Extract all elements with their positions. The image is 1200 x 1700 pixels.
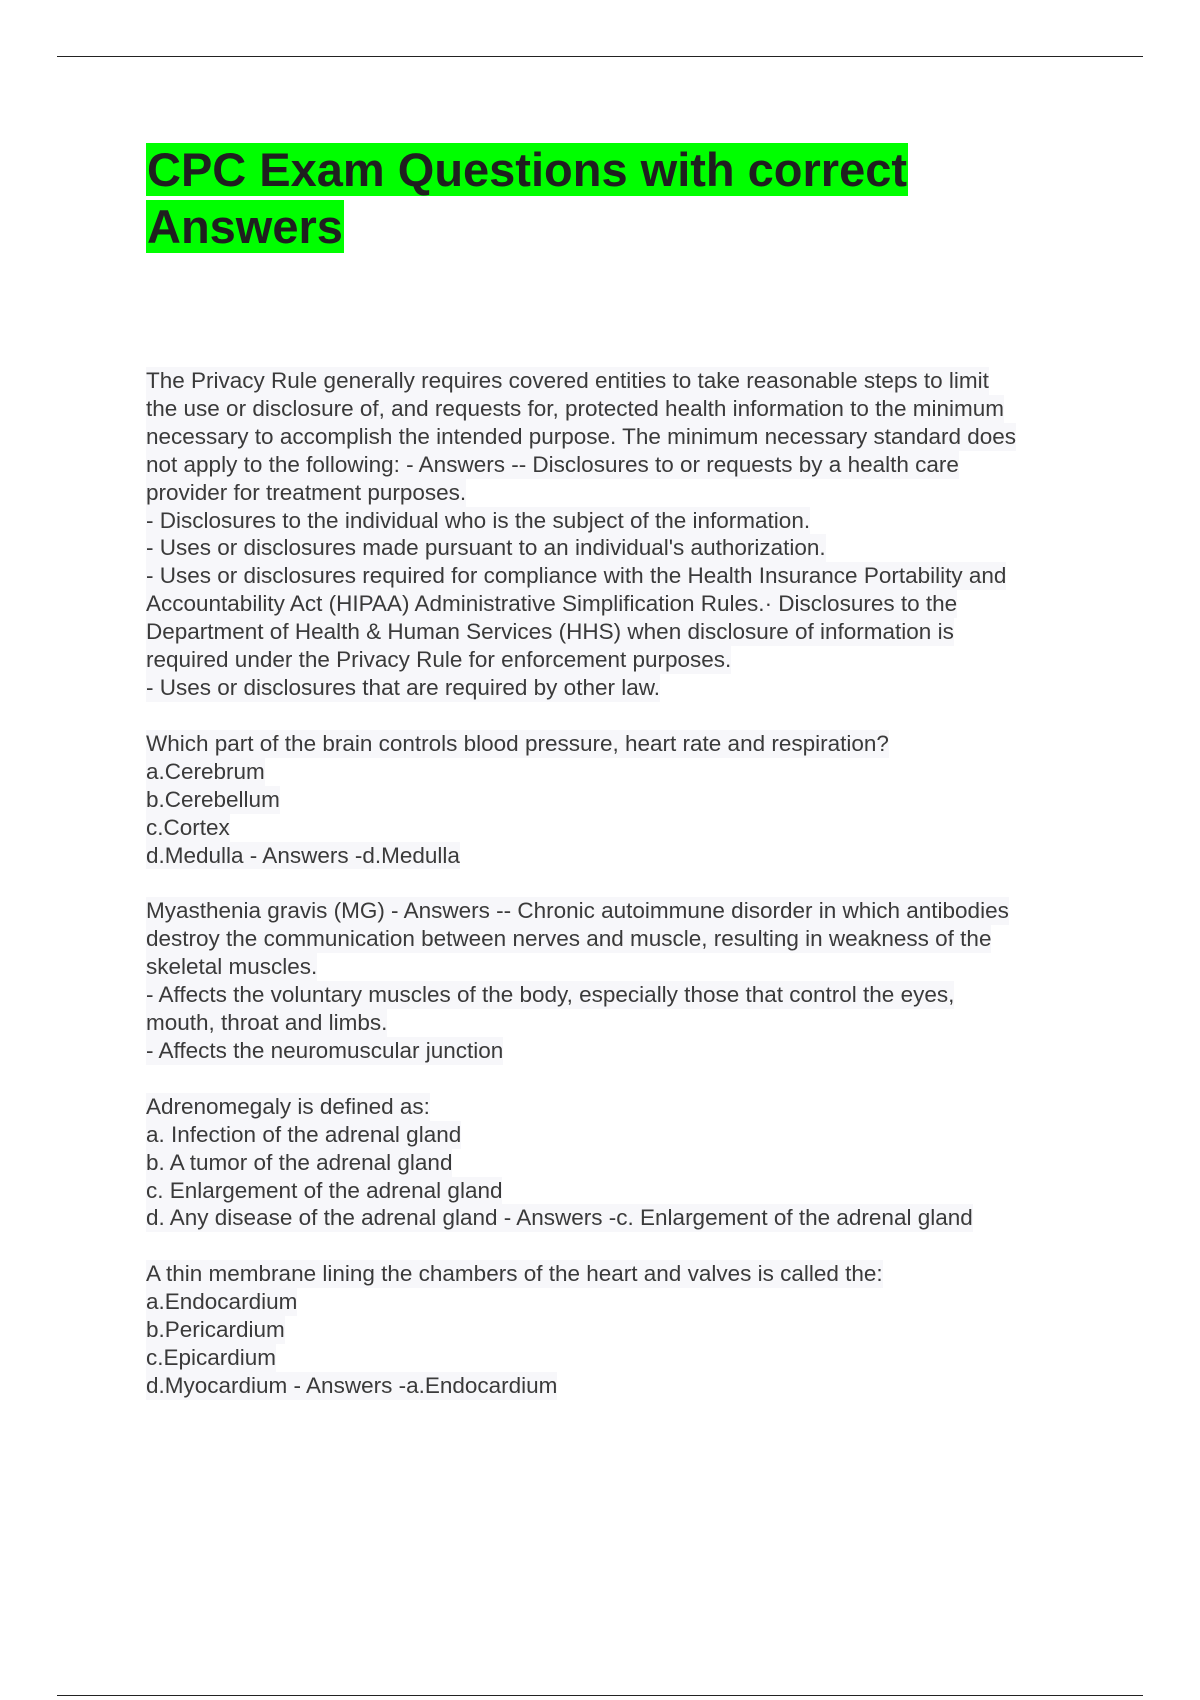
question-text: Adrenomegaly is defined as: (146, 1093, 430, 1119)
text-line: mouth, throat and limbs. (146, 1010, 388, 1036)
text-line: - Disclosures to the individual who is the subject of the information. (146, 507, 811, 533)
answer-option: a.Endocardium (146, 1289, 298, 1315)
bottom-rule (57, 1695, 1143, 1696)
answer-option: a. Infection of the adrenal gland (146, 1121, 462, 1147)
answer-option: a.Cerebrum (146, 758, 265, 784)
answer-option: c.Epicardium (146, 1345, 277, 1371)
qa-block-endocardium (146, 1260, 1096, 1400)
answer-option: b. A tumor of the adrenal gland (146, 1149, 453, 1175)
text-line: the use or disclosure of, and requests for, protected health information to the minimum (146, 395, 1004, 421)
answer-option: d.Myocardium - Answers -a.Endocardium (146, 1373, 558, 1398)
answer-option: d. Any disease of the adrenal gland - Answers -c. Enlargement of the adrenal gland (146, 1205, 973, 1231)
question-text: Which part of the brain controls blood pressure, heart rate and respiration? (146, 730, 889, 756)
text-line: Department of Health & Human Services (HHS) when disclosure of information is (146, 619, 954, 645)
text-line: - Uses or disclosures made pursuant to an individual's authorization. (146, 535, 826, 561)
top-rule (57, 56, 1143, 57)
qa-block-privacy-rule (146, 367, 1096, 702)
text-line: provider for treatment purposes. (146, 479, 467, 505)
text-line: - Uses or disclosures that are required by other law. (146, 674, 660, 700)
text-line: - Affects the neuromuscular junction (146, 1037, 504, 1063)
text-line: - Affects the voluntary muscles of the body, especially those that control the eyes, (146, 982, 955, 1008)
text-line: required under the Privacy Rule for enforcement purposes. (146, 647, 732, 673)
text-line: - Uses or disclosures required for compliance with the Health Insurance Portability and (146, 563, 1007, 589)
text-line: Accountability Act (HIPAA) Administrative Simplification Rules.· Disclosures to the (146, 591, 958, 617)
answer-option: c.Cortex (146, 814, 230, 840)
document-body (146, 367, 1096, 1428)
text-line: skeletal muscles. (146, 954, 318, 980)
text-line: necessary to accomplish the intended purpose. The minimum necessary standard does (146, 423, 1017, 449)
question-text: A thin membrane lining the chambers of the heart and valves is called the: (146, 1261, 883, 1287)
qa-block-myasthenia-gravis (146, 897, 1096, 1064)
text-line: Myasthenia gravis (MG) - Answers -- Chronic autoimmune disorder in which antibodies (146, 898, 1009, 924)
text-line: The Privacy Rule generally requires covered entities to take reasonable steps to limit (146, 368, 989, 393)
text-line: not apply to the following: - Answers -- Disclosures to or requests by a health care (146, 451, 959, 477)
answer-option: b.Cerebellum (146, 786, 280, 812)
title-line-1: CPC Exam Questions with correct (147, 143, 908, 196)
answer-option: c. Enlargement of the adrenal gland (146, 1177, 503, 1203)
qa-block-adrenomegaly (146, 1093, 1096, 1233)
answer-option: d.Medulla - Answers -d.Medulla (146, 842, 460, 868)
document-title (146, 141, 1046, 255)
text-line: destroy the communication between nerves and muscle, resulting in weakness of the (146, 926, 992, 952)
qa-block-brain (146, 730, 1096, 870)
title-line-2: Answers (147, 200, 343, 253)
answer-option: b.Pericardium (146, 1317, 285, 1343)
